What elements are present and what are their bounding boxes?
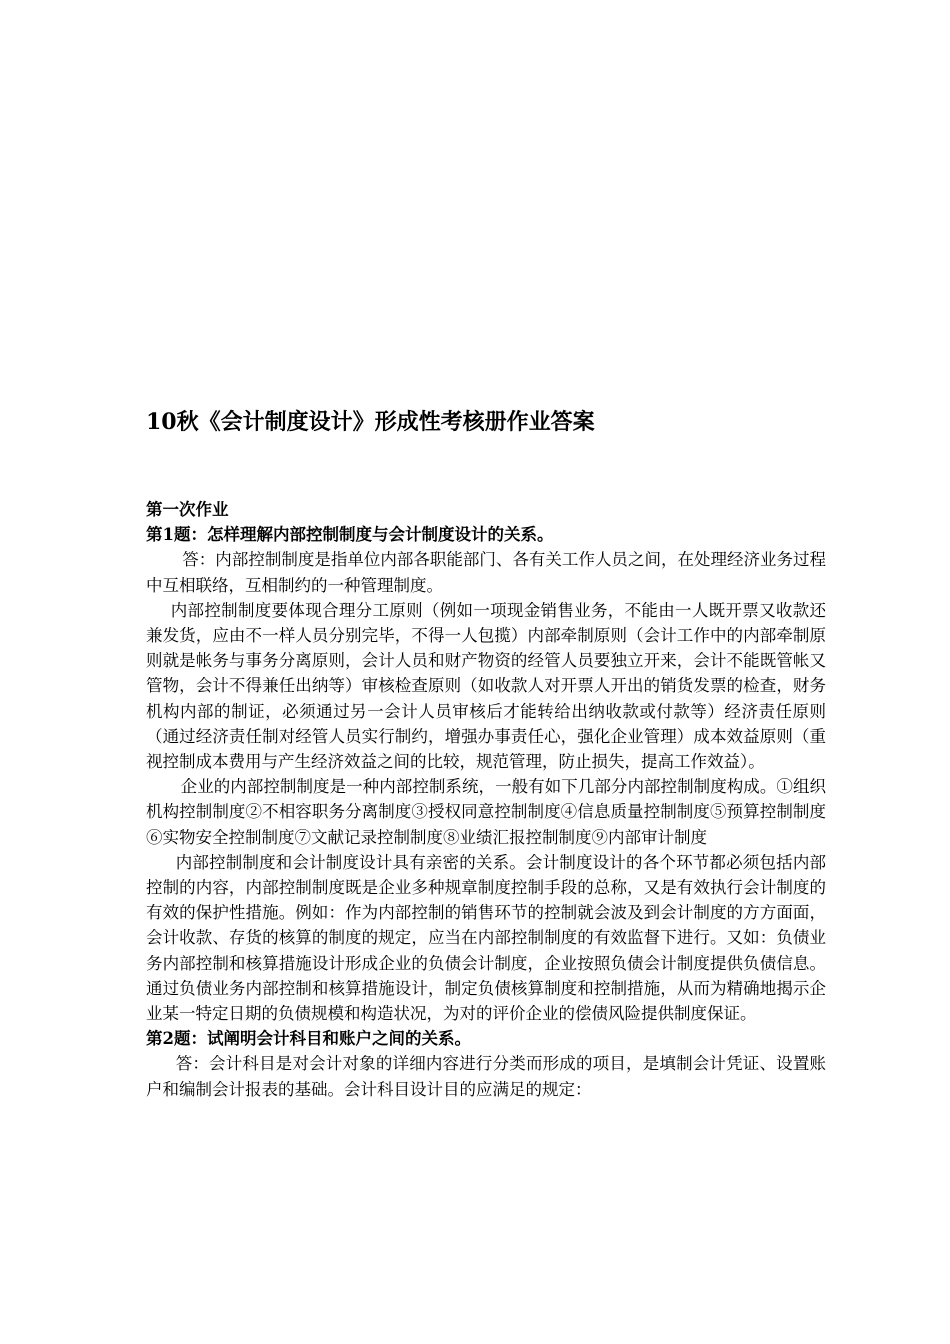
question-1-relationship-paragraph: 内部控制制度和会计制度设计具有亲密的关系。会计制度设计的各个环节都必须包括内部控制的内容，内部控制制度既是企业多种规章制度控制手段的总称，又是有效执行会计制度的有效的保护性措施。例如：作为内部控制的销售环节的控制就会波及到会计制度的方方面面，会计收款、存货的核算的制度的规定，应当在内部控制制度的有效监督下进行。又如：负债业务内部控制和核算措施设计形成企业的负债会计制度，企业按照负债会计制度提供负债信息。通过负债业务内部控制和核算措施设计，制定负债核算制度和控制措施，从而为精确地揭示企业某一特定日期的负债规模和构造状况，为对的评价企业的偿债风险提供制度保证。 bbox=[146, 852, 826, 1024]
question-1-answer-intro: 答：内部控制制度是指单位内部各职能部门、各有关工作人员之间，在处理经济业务过程中互相联络，互相制约的一种管理制度。 bbox=[146, 550, 826, 595]
question-2-heading: 第2题：试阐明会计科目和账户之间的关系。 bbox=[146, 1029, 471, 1049]
question-1-components-paragraph: 企业的内部控制制度是一种内部控制系统，一般有如下几部分内部控制制度构成。①组织机构控制制度②不相容职务分离制度③授权同意控制制度④信息质量控制制度⑤预算控制制度⑥实物安全控制制度⑦文献记录控制制度⑧业绩汇报控制制度⑨内部审计制度 bbox=[146, 777, 826, 847]
section-heading: 第一次作业 bbox=[146, 500, 229, 519]
document-title: 10秋《会计制度设计》形成性考核册作业答案 bbox=[146, 409, 595, 435]
question-2-answer-intro: 答：会计科目是对会计对象的详细内容进行分类而形成的项目，是填制会计凭证、设置账户和编制会计报表的基础。会计科目设计目的应满足的规定： bbox=[146, 1054, 826, 1099]
question-1-heading: 第1题：怎样理解内部控制制度与会计制度设计的关系。 bbox=[146, 525, 554, 545]
document-body bbox=[146, 497, 826, 1102]
question-1-principles-paragraph: 内部控制制度要体现合理分工原则（例如一项现金销售业务，不能由一人既开票又收款还兼发货，应由不一样人员分别完毕，不得一人包揽）内部牵制原则（会计工作中的内部牵制原则就是帐务与事务分离原则，会计人员和财产物资的经管人员要独立开来，会计不能既管帐又管物，会计不得兼任出纳等）审核检查原则（如收款人对开票人开出的销货发票的检查，财务机构内部的制证，必须通过另一会计人员审核后才能转给出纳收款或付款等）经济责任原则（通过经济责任制对经管人员实行制约，增强办事责任心，强化企业管理）成本效益原则（重视控制成本费用与产生经济效益之间的比较，规范管理，防止损失，提高工作效益）。 bbox=[146, 600, 826, 772]
